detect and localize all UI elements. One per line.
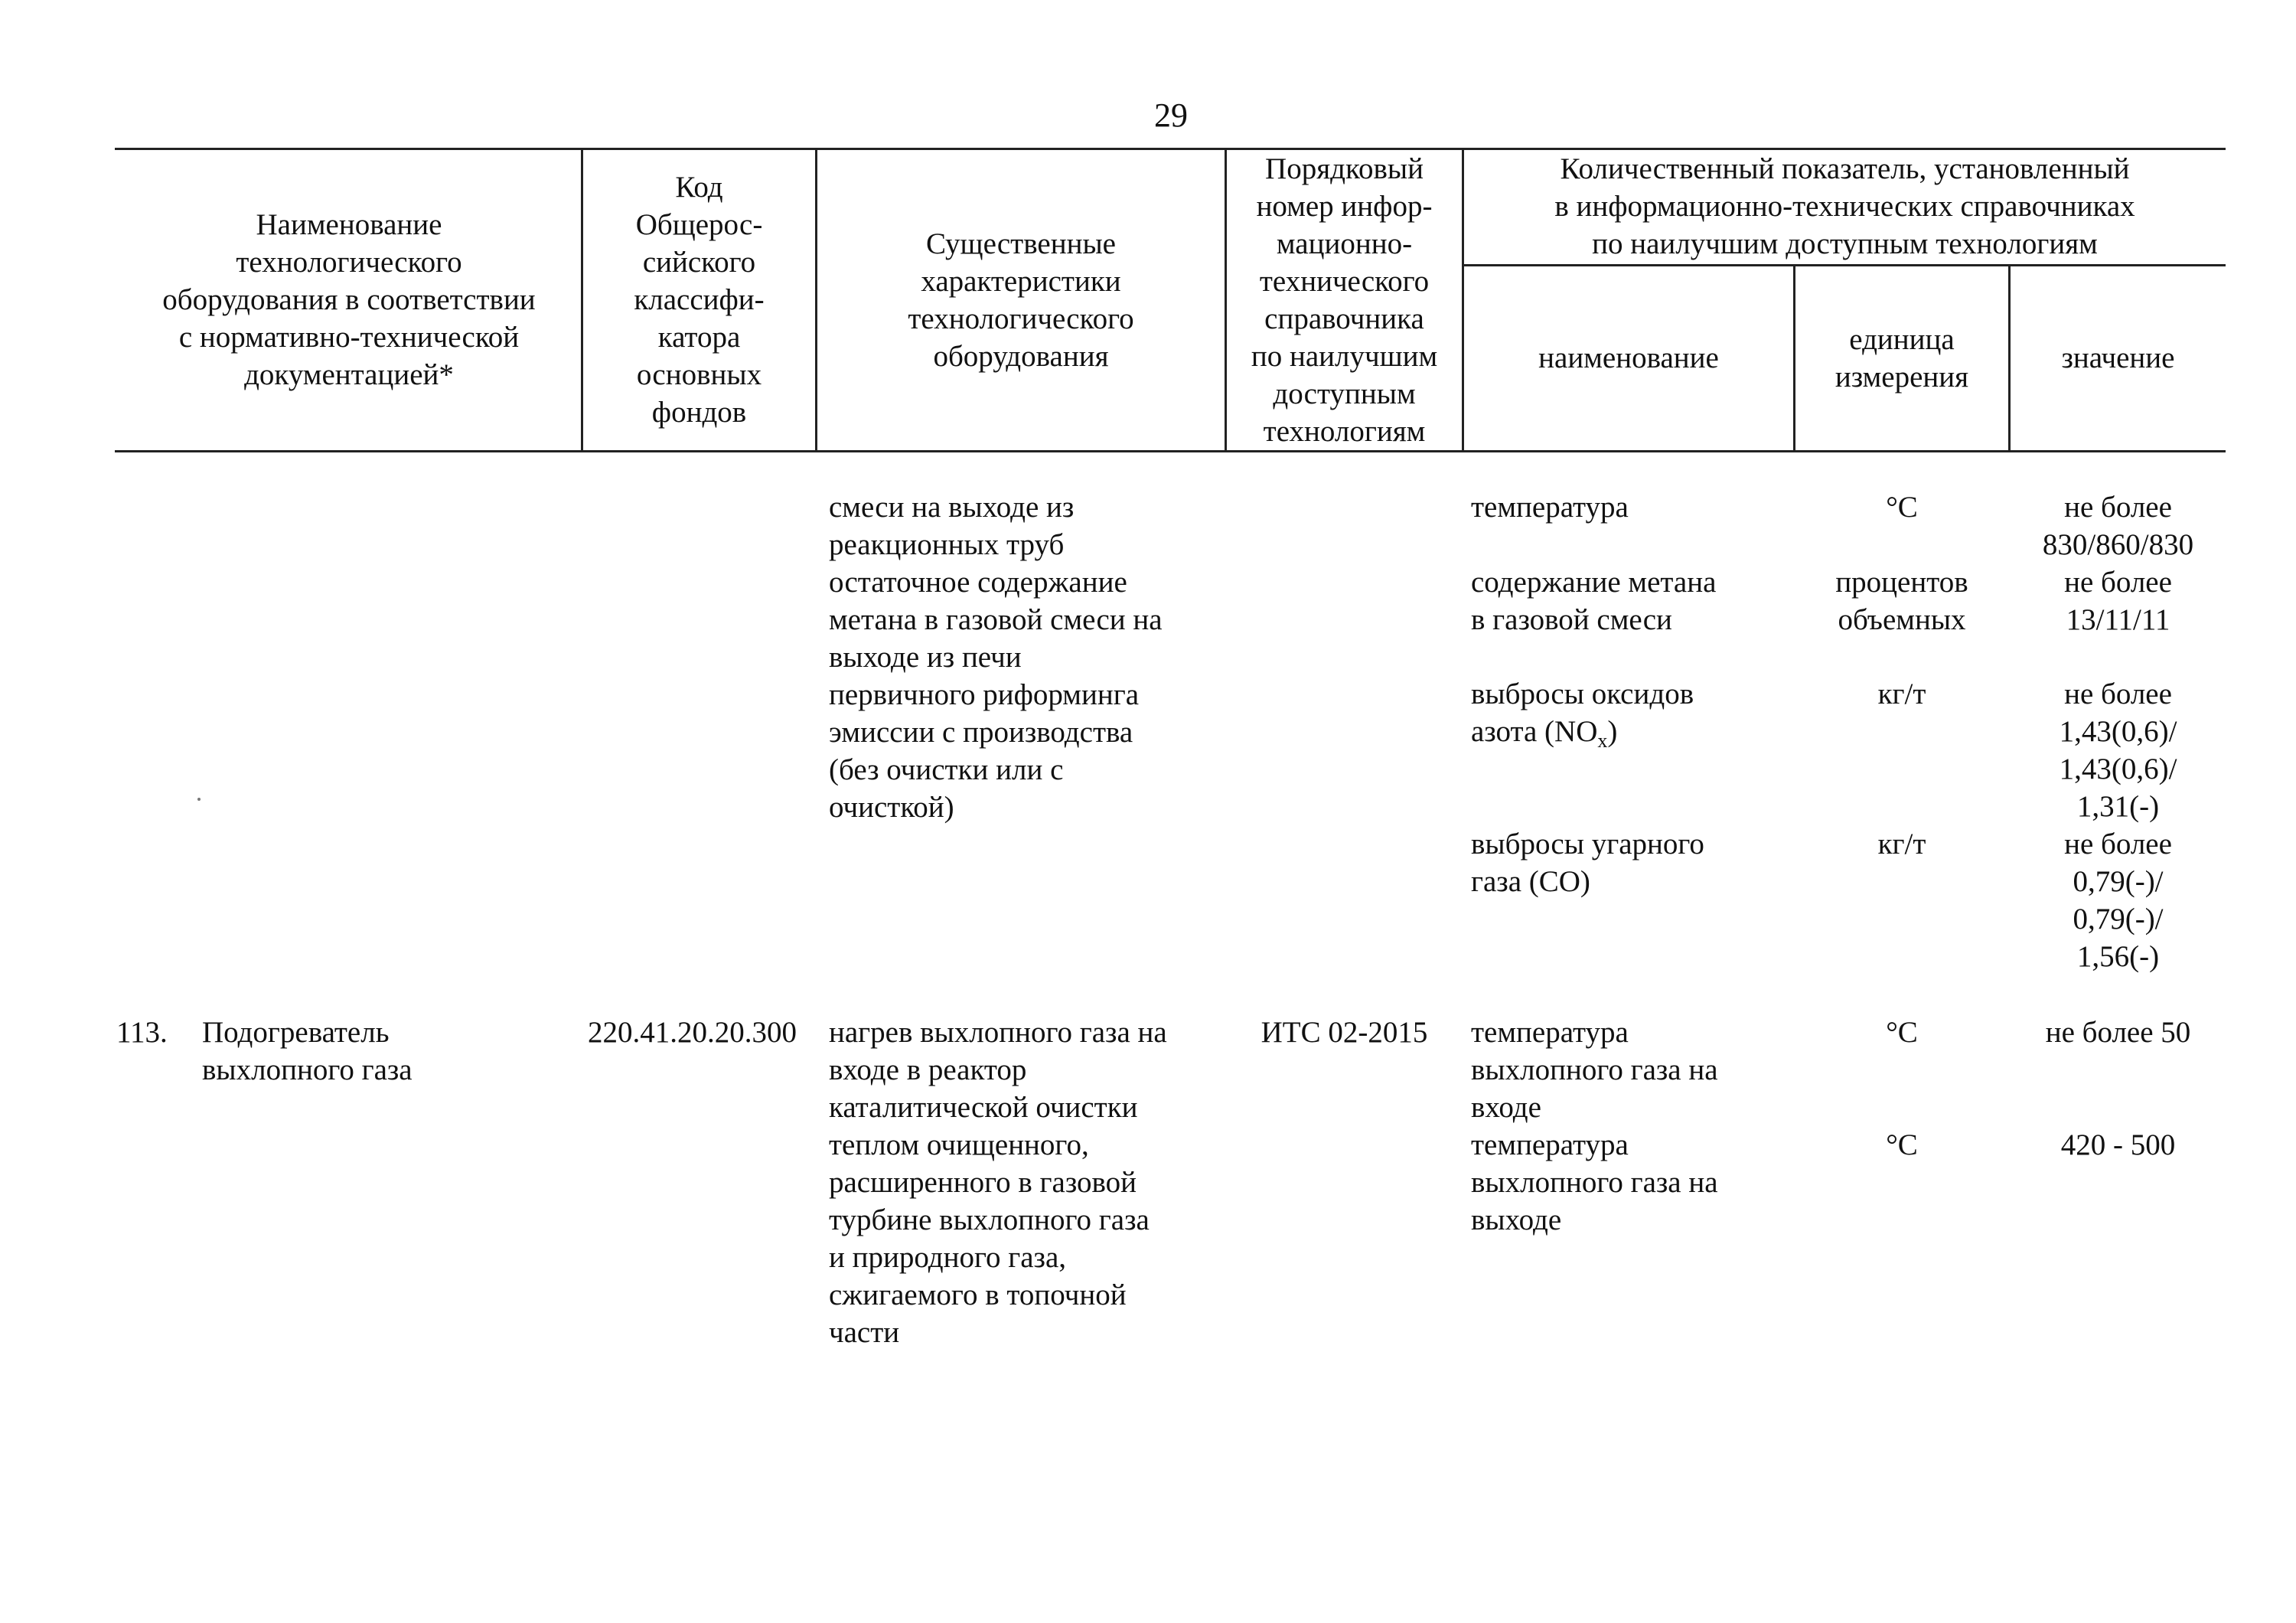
equipment-characteristics: нагрев выхлопного газа на входе в реактор каталитической очистки теплом очищенного, расширенного в газовой турбине выхлопного газа и природного газа, сжигаемого в топочной части xyxy=(829,1016,1167,1349)
indicator-value: не более 13/11/11 xyxy=(2064,566,2172,636)
subheader-rule xyxy=(1463,264,2226,266)
indicator-unit: кг/т xyxy=(1877,678,1926,710)
indicator-value: не более 830/860/830 xyxy=(2042,491,2194,561)
page-number: 29 xyxy=(1154,96,1188,134)
scan-speck xyxy=(197,798,201,801)
indicator-name: содержание метана в газовой смеси xyxy=(1471,566,1717,636)
classifier-code: 220.41.20.20.300 xyxy=(588,1016,797,1049)
header-quantitative-indicator: Количественный показатель, установленный в информационно-технических справочниках по наилучшим доступным технологиям xyxy=(1554,152,2135,260)
indicator-unit: °C xyxy=(1886,491,1918,524)
row-number: 113. xyxy=(116,1016,168,1049)
indicator-unit: °C xyxy=(1886,1016,1918,1049)
header-value: значение xyxy=(2061,341,2175,374)
indicator-unit: процентов объемных xyxy=(1835,566,1968,636)
header-indicator-name: наименование xyxy=(1538,341,1719,374)
header-characteristics: Существенные характеристики технологического оборудования xyxy=(908,227,1134,373)
header-its-number: Порядковый номер инфор- мационно- технического справочника по наилучшим доступным технологиям xyxy=(1251,152,1438,448)
indicator-unit: кг/т xyxy=(1877,828,1926,860)
indicator-name: температура xyxy=(1471,491,1629,524)
indicator-name: температура выхлопного газа на выходе xyxy=(1471,1128,1718,1236)
its-number: ИТС 02-2015 xyxy=(1261,1016,1428,1049)
indicator-name: температура выхлопного газа на входе xyxy=(1471,1016,1718,1124)
indicator-name-tail: ) xyxy=(1607,715,1618,748)
indicator-value: не более 0,79(-)/ 0,79(-)/ 1,56(-) xyxy=(2064,828,2172,973)
indicator-name: выбросы угарного газа (CO) xyxy=(1471,828,1704,898)
continuation-characteristics: смеси на выходе из реакционных труб остаточное содержание метана в газовой смеси на выходе из печи первичного риформинга эмиссии с производства (без очистки или с очисткой) xyxy=(829,491,1163,824)
indicator-unit: °C xyxy=(1886,1128,1918,1161)
equipment-name: Подогреватель выхлопного газа xyxy=(202,1016,413,1086)
header-equipment-name: Наименование технологического оборудования в соответствии с нормативно-технической документацией* xyxy=(162,208,536,391)
indicator-name-main: выбросы оксидов азота (NO xyxy=(1471,678,1694,748)
indicator-value: 420 - 500 xyxy=(2060,1128,2176,1161)
indicator-value: не более 50 xyxy=(2045,1016,2191,1049)
header-bottom-rule xyxy=(115,450,2226,452)
indicator-name-subscript: x xyxy=(1597,730,1608,752)
header-classifier-code: Код Общерос- сийского классифи- катора основных фондов xyxy=(634,171,765,429)
indicator-name xyxy=(1471,675,1792,750)
indicator-value: не более 1,43(0,6)/ 1,43(0,6)/ 1,31(-) xyxy=(2059,678,2177,823)
header-unit: единица измерения xyxy=(1835,323,1969,394)
